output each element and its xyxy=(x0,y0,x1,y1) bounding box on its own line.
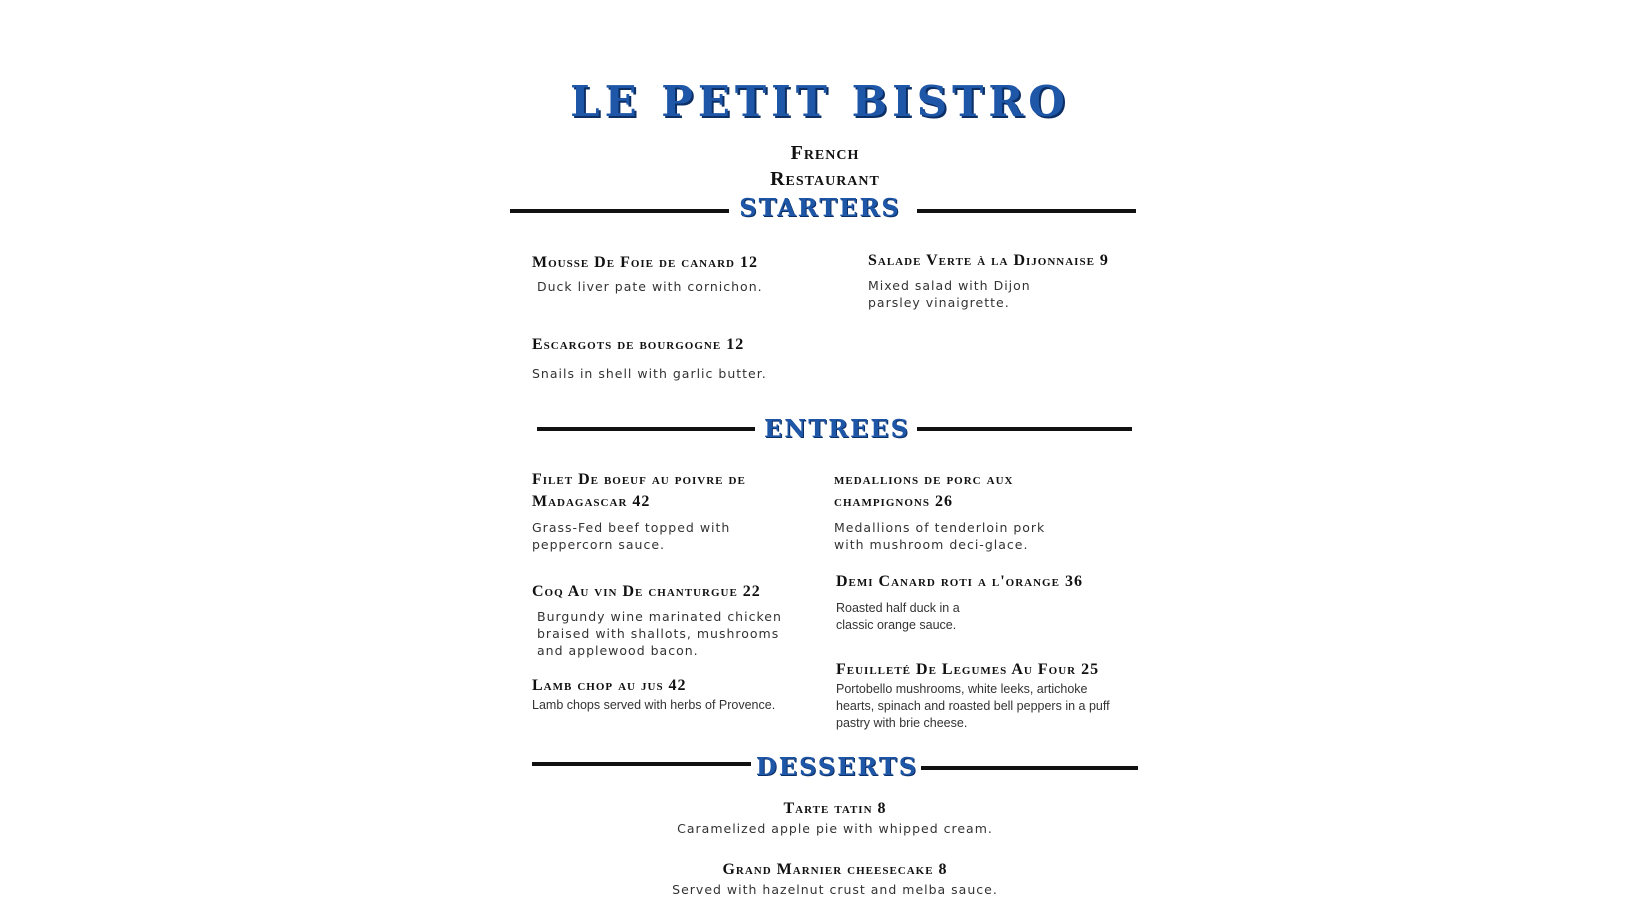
item-name: Coq Au vin De chanturgue 22 xyxy=(532,583,761,600)
item-description: Caramelized apple pie with whipped cream. xyxy=(677,821,993,836)
menu-item-filet-de-boeuf xyxy=(532,469,792,553)
menu-item-tarte-tatin xyxy=(620,798,1050,837)
menu-item-demi-canard xyxy=(836,571,1116,634)
starters-rule-left xyxy=(510,209,729,213)
item-description: Roasted half duck in a classic orange sauce. xyxy=(836,601,960,632)
menu-item-salade-verte xyxy=(868,250,1138,311)
item-name: Escargots de bourgogne 12 xyxy=(532,336,745,353)
section-title-entrees: ENTREES xyxy=(764,414,910,443)
menu-item-mousse-de-foie xyxy=(532,252,852,295)
item-description: Snails in shell with garlic butter. xyxy=(532,366,767,381)
subtitle-restaurant: Restaurant xyxy=(770,168,880,190)
item-description: Burgundy wine marinated chicken braised with shallots, mushrooms and applewood bacon. xyxy=(537,609,782,658)
item-name: Salade Verte à la Dijonnaise 9 xyxy=(868,252,1109,269)
item-description: Medallions of tenderloin pork with mushroom deci-glace. xyxy=(834,520,1046,552)
item-name: Tarte tatin 8 xyxy=(783,800,887,817)
desserts-rule-right xyxy=(921,766,1138,770)
item-description: Grass-Fed beef topped with peppercorn sauce. xyxy=(532,520,731,552)
item-description: Lamb chops served with herbs of Provence. xyxy=(532,698,776,712)
section-title-starters: STARTERS xyxy=(739,193,901,222)
menu-item-feuillete-de-legumes xyxy=(836,659,1126,732)
menu-item-escargots xyxy=(532,334,852,382)
section-title-desserts: DESSERTS xyxy=(755,752,919,781)
item-name: medallions de porc aux champignons 26 xyxy=(834,471,1014,510)
item-name: Mousse De Foie de canard 12 xyxy=(532,254,758,271)
restaurant-name: LE PETIT BISTRO xyxy=(570,77,1070,126)
item-description: Portobello mushrooms, white leeks, artichoke hearts, spinach and roasted bell peppers in a puff pastry with brie cheese. xyxy=(836,682,1110,730)
item-name: Feuilleté De Legumes Au Four 25 xyxy=(836,661,1100,678)
subtitle-french: French xyxy=(790,142,860,164)
item-name: Filet De boeuf au poivre de Madagascar 42 xyxy=(532,471,746,510)
menu-item-grand-marnier-cheesecake xyxy=(620,859,1050,898)
entrees-rule-right xyxy=(917,427,1132,431)
starters-rule-right xyxy=(917,209,1136,213)
item-name: Lamb chop au jus 42 xyxy=(532,677,687,694)
item-description: Served with hazelnut crust and melba sauce. xyxy=(672,882,998,897)
desserts-rule-left xyxy=(532,762,751,766)
entrees-rule-left xyxy=(537,427,755,431)
item-description: Duck liver pate with cornichon. xyxy=(537,279,763,294)
item-name: Demi Canard roti a l'orange 36 xyxy=(836,573,1083,590)
menu-item-lamb-chop xyxy=(532,675,802,714)
menu-item-medallions-de-porc xyxy=(834,469,1084,553)
item-description: Mixed salad with Dijon parsley vinaigrette. xyxy=(868,278,1031,310)
item-name: Grand Marnier cheesecake 8 xyxy=(722,861,948,878)
menu-item-coq-au-vin xyxy=(532,581,812,659)
